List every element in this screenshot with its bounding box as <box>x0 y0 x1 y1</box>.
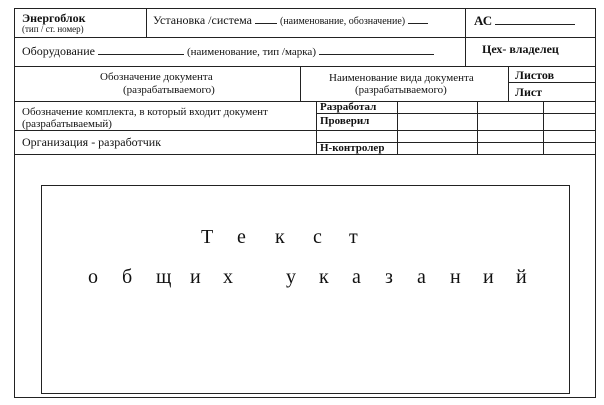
letter: а <box>352 266 361 288</box>
rule-v-sig3 <box>477 101 478 154</box>
nkontroler-label: Н-контролер <box>320 142 385 154</box>
letter: й <box>516 266 527 288</box>
ustanovka-label: Установка /система (наименование, обозначение) <box>153 13 428 28</box>
rule-v-list <box>508 66 509 101</box>
rule-row1 <box>14 37 596 38</box>
as-label: АС <box>474 13 575 29</box>
body-text-box <box>41 185 570 394</box>
letter: и <box>483 266 494 288</box>
rule-v-sig2 <box>397 101 398 154</box>
letter: т <box>349 226 358 248</box>
letter: к <box>319 266 329 288</box>
oborudovanie-label: Оборудование (наименование, тип /марка) <box>22 44 434 59</box>
letter: Т <box>201 226 214 248</box>
rule-sig1 <box>316 113 596 114</box>
rule-v-sig4 <box>543 101 544 154</box>
letter: з <box>385 266 393 288</box>
letter: к <box>275 226 285 248</box>
rule-row5 <box>14 154 596 155</box>
organizaciya-label: Организация - разработчик <box>22 135 162 149</box>
letter: и <box>190 266 201 288</box>
letter: н <box>450 266 461 288</box>
proveril-label: Проверил <box>320 115 370 127</box>
rule-row3 <box>14 101 596 102</box>
energoblok-label: Энергоблок <box>22 11 86 25</box>
rule-row4 <box>14 130 596 131</box>
energoblok-sub: (тип / ст. номер) <box>22 24 84 34</box>
komplekt-line1: Обозначение комплекта, в который входит документ <box>22 106 268 118</box>
letter: х <box>223 266 233 288</box>
rule-v-energo <box>146 8 147 37</box>
oboznachenie-label: Обозначение документа <box>100 71 213 83</box>
razrabotal-label: Разработал <box>320 101 377 113</box>
letter: е <box>237 226 246 248</box>
komplekt-line2: (разрабатываемый) <box>22 118 112 130</box>
letter: с <box>313 226 322 248</box>
ceh-label: Цех- владелец <box>482 42 559 56</box>
listov-label: Листов <box>515 68 555 82</box>
list-label: Лист <box>515 85 543 99</box>
rule-v-as <box>465 8 466 66</box>
oboznachenie-sub: (разрабатываемого) <box>123 84 215 96</box>
letter: щ <box>156 266 172 288</box>
rule-v-doc <box>300 66 301 101</box>
rule-v-sig <box>316 101 317 154</box>
letter: б <box>122 266 133 288</box>
letter: у <box>286 266 296 288</box>
naimenovanie-sub: (разрабатываемого) <box>355 84 447 96</box>
letter: а <box>417 266 426 288</box>
naimenovanie-label: Наименование вида документа <box>329 72 474 84</box>
letter: о <box>88 266 98 288</box>
